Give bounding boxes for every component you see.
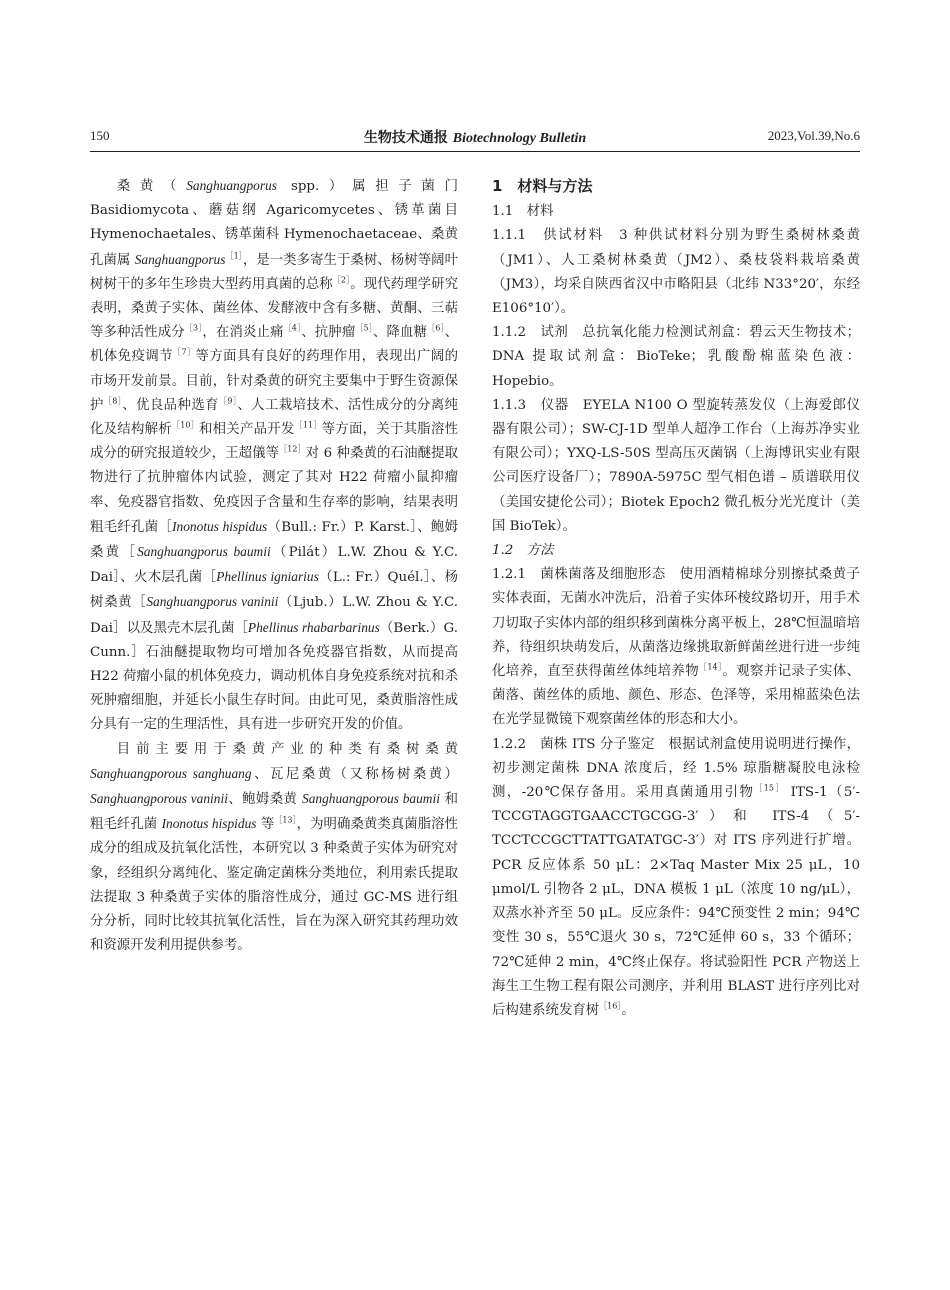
text-span: 。观察并记录子实体、菌落、菌丝体的质地、颜色、形态、色泽等，采用棉蓝染色法在光学显微镜下观察菌丝体的形态和大小。	[492, 664, 861, 728]
text-span: （Pilát）L.W. Zhou & Y.C. Dai］、火木层孔菌［	[90, 545, 458, 586]
right-column	[492, 174, 860, 1023]
text-span: 、人工栽培技术、活性成分的分离纯化及结构解析	[90, 397, 459, 438]
text-span: （L.: Fr.）Quél.］、杨树桑黄［	[90, 570, 458, 611]
subsection-heading-1-2: 1.2 方法	[492, 543, 554, 559]
citation-ref: ［11］	[294, 420, 322, 430]
text-span: 、抗肿瘤	[301, 325, 356, 341]
text-span: （Bull.: Fr.）P. Karst.］、鲍姆桑黄［	[90, 519, 458, 561]
text-span: 1.2.1 菌株菌落及细胞形态 使用酒精棉球分别擦拭桑黄子实体表面，无菌水冲洗后，沿着子实体环棱纹路切开，用手术刀切取子实体内部的组织移到菌株分离平板上，28℃恒温暗培养，待组织块萌发后，从菌落边缘挑取新鲜菌丝进行进一步纯化培养，直至获得菌丝体纯培养物	[492, 567, 860, 680]
text-span: （Berk.）G. Cunn.］石油醚提取物均可增加各免疫器官指数，从而提高 H22 荷瘤小鼠的机体免疫力，调动机体自身免疫系统对抗和杀死肿瘤细胞，并延长小鼠生存时间。由此可见，桑黄脂溶性成分具有一定的生理活性，具有进一步研究开发的价值。	[90, 620, 458, 733]
text-span: 和粗毛纤孔菌	[90, 792, 458, 833]
header-rule	[90, 151, 860, 152]
citation-ref: ［13］	[274, 815, 297, 825]
text-span: 等	[256, 817, 275, 833]
text-span: （Ljub.）L.W. Zhou & Y.C. Dai］以及黑壳木层孔菌［	[90, 595, 458, 636]
taxon-name: Sanghuangporous vaninii	[90, 791, 228, 807]
citation-ref: ［8］	[103, 396, 123, 406]
section-heading-1: 1 材料与方法	[492, 177, 593, 195]
taxon-name: Inonotus hispidus	[161, 816, 257, 832]
left-column	[90, 174, 458, 959]
text-span: ，为明确桑黄类真菌脂溶性成分的组成及抗氧化活性，本研究以 3 种桑黄子实体为研究对象，经组织分离纯化、鉴定确定菌株分类地位，利用索氏提取法提取 3 种桑黄子实体的脂溶性成分，通过 GC-MS 进行组分分析，同时比较其抗氧化活性，旨在为深入研究其药理功效和资源开发利用提供参考。	[90, 817, 459, 954]
citation-ref: ［5］	[355, 323, 373, 333]
text-span: 和相关产品开发	[198, 422, 295, 438]
text-span: 。现代药理学研究表明，桑黄子实体、菌丝体、发酵液中含有多糖、黄酮、三萜等多种活性成分	[90, 276, 459, 341]
text-span: 1.2.2 菌株 ITS 分子鉴定 根据试剂盒使用说明进行操作，初步测定菌株 DNA 浓度后，经 1.5% 琼脂糖凝胶电泳检测，-20℃保存备用。采用真菌通用引物	[492, 736, 860, 801]
taxon-name: Sanghuangporous sanghuang	[90, 765, 252, 781]
text-span: 对 6 种桑黄的石油醚提取物进行了抗肿瘤体内试验，测定了其对 H22 荷瘤小鼠抑瘤率、免疫器官指数、免疫因子含量和生存率的影响，结果表明粗毛纤孔菌［	[90, 446, 458, 535]
citation-ref: ［16］	[599, 1001, 622, 1011]
taxon-name: Inonotus hispidus	[172, 518, 268, 534]
para-1-1-2: 1.1.2 试剂 总抗氧化能力检测试剂盒：碧云天生物技术；DNA 提取试剂盒：BioTeke；乳酸酚棉蓝染色液：Hopebio。	[492, 325, 860, 389]
text-span: 、优良品种选育	[122, 397, 219, 413]
citation-ref: ［10］	[171, 420, 199, 430]
text-span: spp.）属担子菌门 Basidiomycota、蘑菇纲 Agaricomycetes、锈革菌目 Hymenochaetales、锈革菌科 Hymenochaetaceae、桑黄孔菌属	[90, 179, 459, 268]
journal-title	[90, 127, 860, 147]
taxon-name: Phellinus rhabarbarinus	[247, 619, 380, 635]
para-1-2-1	[492, 563, 860, 732]
running-header	[90, 128, 860, 150]
citation-ref: ［9］	[218, 396, 238, 406]
text-span: 桑黄（	[116, 179, 187, 194]
text-span: 。	[621, 1002, 635, 1018]
taxon-name: Sanghuangporus	[186, 178, 277, 193]
intro-paragraph-2	[90, 738, 458, 959]
text-span: ，在消炎止痛	[202, 325, 284, 341]
citation-ref: ［3］	[184, 323, 203, 333]
para-1-1-3: 1.1.3 仪器 EYELA N100 O 型旋转蒸发仪（上海爱郎仪器有限公司）；SW-CJ-1D 型单人超净工作台（上海苏净实业有限公司）；YXQ-LS-50S 型高压灭菌锅（上海博讯实业有限公司医疗设备厂）；7890A-5975C 型气相色谱 – 质谱联用仪（美国安捷伦公司）；Biotek Epoch2 微孔板分光光度计（美国 BioTek）。	[492, 397, 860, 534]
subsection-heading-1-1: 1.1 材料	[492, 204, 554, 220]
text-span: 、机体免疫调节	[90, 325, 459, 365]
citation-ref: ［7］	[173, 347, 196, 357]
taxon-name: Sanghuangporus	[134, 251, 226, 267]
citation-ref: ［4］	[283, 323, 302, 333]
text-span: ，是一类多寄生于桑树、杨树等阔叶树树干的多年生珍贵大型药用真菌的总称	[90, 252, 458, 292]
citation-ref: ［12］	[279, 444, 306, 454]
intro-paragraph-1	[90, 174, 458, 738]
taxon-name: Sanghuangporus vaninii	[146, 594, 279, 610]
citation-ref: ［6］	[427, 323, 445, 333]
citation-ref: ［1］	[225, 251, 243, 261]
text-span: 、降血糖	[372, 325, 428, 341]
citation-ref: ［14］	[699, 662, 723, 672]
text-span: 、瓦尼桑黄（又称杨树桑黄）	[251, 766, 458, 782]
text-span: 等方面具有良好的药理作用，表现出广阔的市场开发前景。目前，针对桑黄的研究主要集中于野生资源保护	[90, 349, 459, 413]
para-1-1-1: 1.1.1 供试材料 3 种供试材料分别为野生桑树林桑黄（JM1）、人工桑树林桑黄（JM2）、桑枝袋料栽培桑黄（JM3），均采自陕西省汉中市略阳县（北纬 N33°20′，东经 E106°10′）。	[492, 228, 860, 317]
citation-ref: ［2］	[332, 275, 351, 285]
volume-info: 2023,Vol.39,No.6	[767, 128, 860, 143]
taxon-name: Phellinus igniarius	[216, 569, 319, 585]
taxon-name: Sanghuangporus baumii	[137, 544, 271, 560]
journal-title-en: Biotechnology Bulletin	[452, 131, 587, 146]
text-span: 目前主要用于桑黄产业的种类有桑树桑黄	[116, 741, 458, 757]
text-span: 等方面，关于其脂溶性成分的研究报道较少，王超儀等	[90, 422, 459, 462]
citation-ref: ［15］	[754, 783, 785, 793]
text-span: 、鲍姆桑黄	[227, 792, 302, 808]
journal-title-cn: 生物技术通报	[363, 130, 448, 146]
para-1-2-2	[492, 733, 860, 1023]
text-span: ITS-1（5′-TCCGTAGGTGAACCTGCGG-3′）和 ITS-4（5′-TCCTCCGCTTATTGATATGC-3′）对 ITS 序列进行扩增。PCR 反应体系 50 μL：2×Taq Master Mix 25 μL，10 μmol/L 引物各 2 μL，DNA 模板 1 μL（浓度 10 ng/μL），双蒸水补齐至 50 μL。反应条件：94℃预变性 2 min；94℃变性 30 s，55℃退火 30 s，72℃延伸 60 s，33 个循环；72℃延伸 2 min，4℃终止保存。将试验阳性 PCR 产物送上海生工生物工程有限公司测序，并利用 BLAST 进行序列比对后构建系统发育树	[492, 785, 860, 1018]
taxon-name: Sanghuangporous baumii	[302, 791, 440, 807]
page-number: 150	[90, 128, 110, 143]
